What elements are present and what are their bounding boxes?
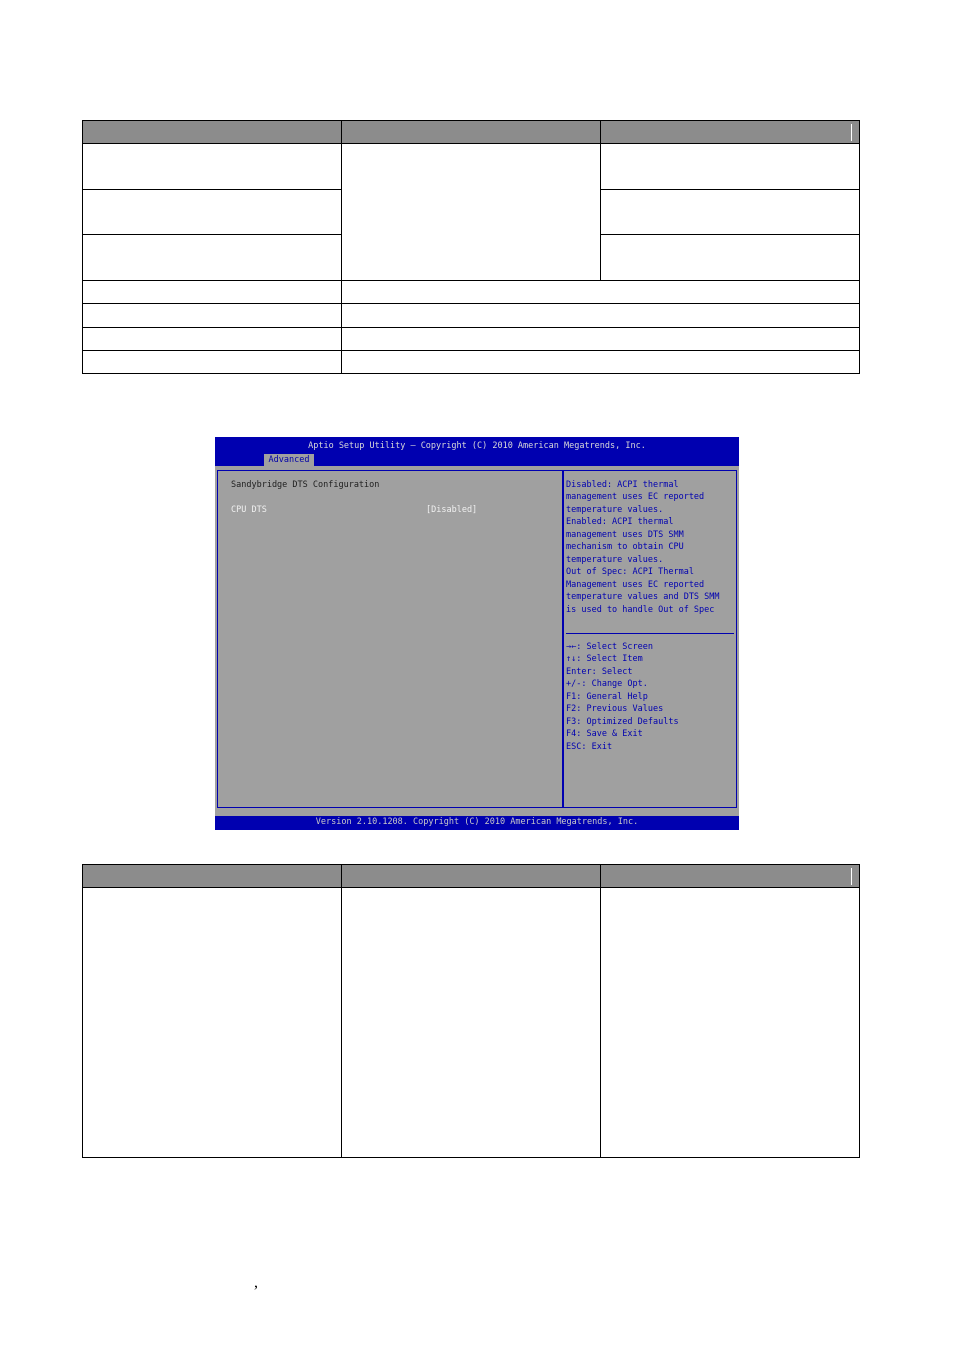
header-column-separator — [600, 121, 601, 143]
row-separator — [83, 280, 859, 281]
help-line: Disabled: ACPI thermal — [566, 480, 679, 490]
row-separator — [83, 350, 859, 351]
row-separator — [83, 327, 859, 328]
key-help-line: F3: Optimized Defaults — [566, 716, 679, 727]
bios-panel-divider — [562, 470, 564, 808]
row-separator — [600, 189, 860, 190]
header-column-separator — [341, 121, 342, 143]
tab-advanced[interactable]: Advanced — [264, 454, 314, 466]
key-help-line: +/-: Change Opt. — [566, 679, 648, 690]
bios-setup-screenshot — [215, 437, 739, 830]
options-table-top — [82, 120, 860, 374]
column-separator — [341, 887, 342, 1157]
bios-section-heading: Sandybridge DTS Configuration — [231, 480, 380, 490]
column-separator — [600, 887, 601, 1157]
key-help-line: →←: Select Screen — [566, 642, 653, 652]
cpu-dts-label[interactable]: CPU DTS — [231, 505, 267, 515]
column-separator — [600, 143, 601, 280]
header-column-separator — [341, 865, 342, 887]
bios-key-help — [566, 641, 679, 753]
help-line: temperature values. — [566, 554, 664, 565]
key-help-line: ESC: Exit — [566, 741, 613, 752]
help-line: Enabled: ACPI thermal — [566, 517, 674, 528]
table-header-row — [83, 121, 859, 144]
help-line: mechanism to obtain CPU — [566, 542, 684, 553]
bios-help-text — [566, 479, 736, 616]
key-help-line: F2: Previous Values — [566, 704, 664, 715]
key-help-line: Enter: Select — [566, 666, 633, 677]
row-separator — [83, 234, 342, 235]
help-line: temperature values and DTS SMM — [566, 592, 720, 603]
bios-main-panel — [215, 466, 739, 816]
header-edge-mark — [851, 124, 852, 141]
bios-footer: Version 2.10.1208. Copyright (C) 2010 American Megatrends, Inc. — [315, 817, 639, 827]
row-separator — [600, 234, 860, 235]
key-help-line: ↑↓: Select Item — [566, 654, 643, 665]
header-edge-mark — [851, 868, 852, 885]
cpu-dts-value[interactable]: [Disabled] — [426, 505, 478, 515]
table-header-row — [83, 865, 859, 888]
help-line: management uses EC reported — [566, 492, 705, 503]
row-separator — [83, 189, 342, 190]
key-help-line: F4: Save & Exit — [566, 729, 643, 740]
help-line: management uses DTS SMM — [566, 529, 684, 540]
column-separator — [341, 143, 342, 373]
page-mark: , — [254, 1274, 258, 1291]
options-table-bottom — [82, 864, 860, 1158]
help-line: Out of Spec: ACPI Thermal — [566, 567, 694, 578]
key-help-line: F1: General Help — [566, 691, 648, 702]
bios-title-bar: Aptio Setup Utility – Copyright (C) 2010 American Megatrends, Inc. — [308, 441, 646, 451]
bios-help-separator — [566, 633, 734, 634]
help-line: is used to handle Out of Spec — [566, 604, 715, 615]
help-line: Management uses EC reported — [566, 579, 705, 590]
header-column-separator — [600, 865, 601, 887]
help-line: temperature values. — [566, 504, 664, 515]
row-separator — [83, 303, 859, 304]
